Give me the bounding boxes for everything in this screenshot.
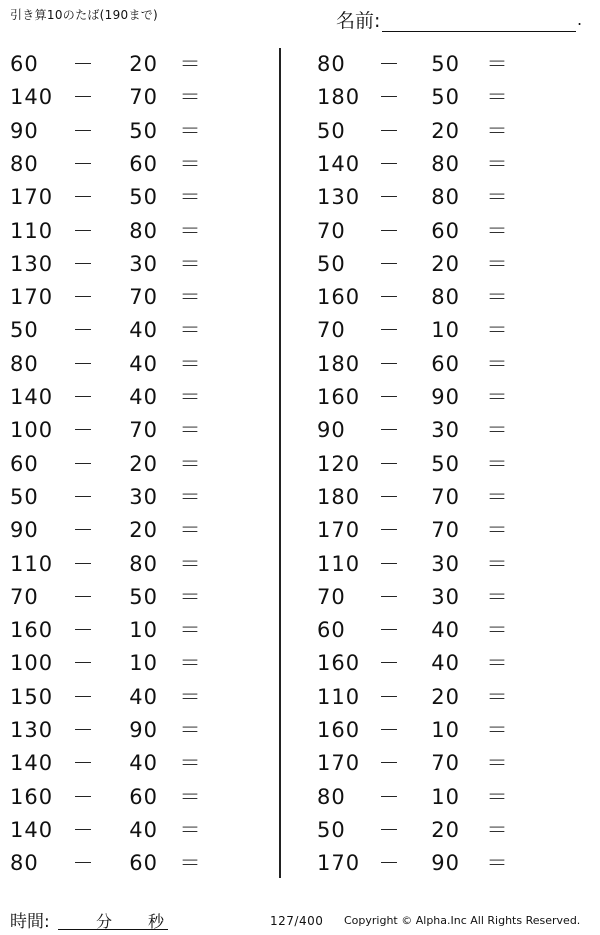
worksheet-title: 引き算10のたば(190まで) bbox=[10, 8, 159, 22]
problem-row bbox=[300, 847, 590, 880]
subtrahend: 90 bbox=[129, 718, 158, 742]
minus-sign: － bbox=[378, 618, 400, 643]
minuend: 130 bbox=[10, 251, 54, 276]
equals-sign: ＝ bbox=[486, 185, 508, 210]
subtrahend: 30 bbox=[431, 584, 460, 609]
minus-sign: － bbox=[378, 385, 400, 409]
minuend: 110 bbox=[10, 551, 54, 576]
equals-sign: ＝ bbox=[179, 85, 201, 110]
equals-sign: ＝ bbox=[486, 751, 508, 776]
equals-sign: ＝ bbox=[486, 118, 508, 143]
seconds-label: 秒 bbox=[148, 912, 165, 931]
subtrahend: 80 bbox=[431, 185, 460, 210]
equals-sign: ＝ bbox=[486, 784, 508, 809]
problem-row bbox=[300, 481, 590, 514]
subtrahend: 80 bbox=[129, 218, 158, 243]
minus-sign: － bbox=[72, 251, 94, 276]
minus-sign: － bbox=[378, 851, 400, 876]
problem-row bbox=[0, 847, 278, 880]
minuend: 70 bbox=[10, 584, 39, 609]
equals-sign: ＝ bbox=[486, 218, 508, 243]
problem-row bbox=[0, 448, 278, 481]
column-divider bbox=[279, 48, 281, 878]
problem-row bbox=[0, 581, 278, 614]
subtrahend: 80 bbox=[431, 151, 460, 176]
minus-sign: － bbox=[72, 285, 94, 310]
minuend: 180 bbox=[317, 351, 361, 376]
minutes-label: 分 bbox=[96, 912, 113, 931]
minus-sign: － bbox=[72, 584, 94, 609]
minuend: 170 bbox=[10, 185, 54, 210]
minus-sign: － bbox=[72, 418, 94, 443]
problem-row bbox=[300, 181, 590, 214]
minuend: 160 bbox=[317, 718, 361, 742]
minus-sign: － bbox=[378, 784, 400, 809]
equals-sign: ＝ bbox=[486, 651, 508, 676]
subtrahend: 20 bbox=[431, 251, 460, 276]
minuend: 110 bbox=[317, 551, 361, 576]
minus-sign: － bbox=[378, 684, 400, 709]
equals-sign: ＝ bbox=[179, 351, 201, 376]
problem-row bbox=[0, 81, 278, 114]
minus-sign: － bbox=[72, 684, 94, 709]
subtrahend: 50 bbox=[129, 118, 158, 143]
subtrahend: 40 bbox=[129, 351, 158, 376]
minuend: 160 bbox=[317, 385, 361, 409]
minus-sign: － bbox=[378, 218, 400, 243]
equals-sign: ＝ bbox=[179, 751, 201, 776]
subtrahend: 20 bbox=[129, 52, 158, 76]
subtrahend: 10 bbox=[431, 784, 460, 809]
problem-row bbox=[0, 348, 278, 381]
equals-sign: ＝ bbox=[486, 251, 508, 276]
minus-sign: － bbox=[378, 551, 400, 576]
problem-row bbox=[300, 414, 590, 447]
equals-sign: ＝ bbox=[486, 584, 508, 609]
minus-sign: － bbox=[378, 817, 400, 842]
problem-row bbox=[0, 381, 278, 414]
problem-row bbox=[300, 81, 590, 114]
name-underline[interactable] bbox=[382, 31, 576, 32]
subtrahend: 20 bbox=[129, 451, 158, 476]
equals-sign: ＝ bbox=[179, 518, 201, 543]
minuend: 140 bbox=[317, 151, 361, 176]
minuend: 60 bbox=[317, 618, 346, 643]
minus-sign: － bbox=[72, 151, 94, 176]
equals-sign: ＝ bbox=[486, 52, 508, 76]
equals-sign: ＝ bbox=[179, 151, 201, 176]
minus-sign: － bbox=[378, 418, 400, 443]
minus-sign: － bbox=[72, 784, 94, 809]
equals-sign: ＝ bbox=[486, 718, 508, 742]
equals-sign: ＝ bbox=[486, 418, 508, 443]
subtrahend: 40 bbox=[129, 684, 158, 709]
minuend: 90 bbox=[10, 118, 39, 143]
minuend: 70 bbox=[317, 584, 346, 609]
problem-row bbox=[0, 181, 278, 214]
problem-row bbox=[300, 381, 590, 414]
page-number: 127/400 bbox=[270, 914, 324, 928]
minuend: 80 bbox=[10, 151, 39, 176]
equals-sign: ＝ bbox=[179, 218, 201, 243]
subtrahend: 10 bbox=[431, 718, 460, 742]
subtrahend: 80 bbox=[129, 551, 158, 576]
problem-row bbox=[300, 448, 590, 481]
minus-sign: － bbox=[72, 817, 94, 842]
equals-sign: ＝ bbox=[179, 584, 201, 609]
subtrahend: 30 bbox=[431, 551, 460, 576]
minuend: 60 bbox=[10, 52, 39, 76]
right-problem-column bbox=[300, 48, 590, 882]
problem-row bbox=[300, 348, 590, 381]
subtrahend: 40 bbox=[129, 385, 158, 409]
minus-sign: － bbox=[72, 218, 94, 243]
minus-sign: － bbox=[378, 118, 400, 143]
problem-row bbox=[0, 681, 278, 714]
minuend: 110 bbox=[317, 684, 361, 709]
name-end-mark: . bbox=[577, 10, 583, 29]
minuend: 50 bbox=[317, 817, 346, 842]
minuend: 140 bbox=[10, 85, 54, 110]
minuend: 140 bbox=[10, 385, 54, 409]
problem-row bbox=[300, 115, 590, 148]
minus-sign: － bbox=[72, 451, 94, 476]
problem-row bbox=[300, 514, 590, 547]
minus-sign: － bbox=[378, 251, 400, 276]
subtrahend: 70 bbox=[431, 484, 460, 509]
equals-sign: ＝ bbox=[486, 85, 508, 110]
minuend: 110 bbox=[10, 218, 54, 243]
equals-sign: ＝ bbox=[486, 151, 508, 176]
subtrahend: 90 bbox=[431, 385, 460, 409]
name-field[interactable] bbox=[336, 6, 586, 32]
minus-sign: － bbox=[378, 52, 400, 76]
equals-sign: ＝ bbox=[486, 451, 508, 476]
problem-row bbox=[300, 48, 590, 81]
equals-sign: ＝ bbox=[179, 385, 201, 409]
subtrahend: 50 bbox=[129, 185, 158, 210]
minus-sign: － bbox=[72, 518, 94, 543]
subtrahend: 30 bbox=[431, 418, 460, 443]
problem-row bbox=[300, 314, 590, 347]
copyright-notice: Copyright © Alpha.Inc All Rights Reserved. bbox=[344, 914, 581, 927]
minus-sign: － bbox=[72, 318, 94, 343]
minus-sign: － bbox=[378, 285, 400, 310]
equals-sign: ＝ bbox=[179, 651, 201, 676]
subtrahend: 10 bbox=[129, 651, 158, 676]
problem-row bbox=[300, 781, 590, 814]
equals-sign: ＝ bbox=[486, 385, 508, 409]
problem-row bbox=[0, 614, 278, 647]
minus-sign: － bbox=[72, 551, 94, 576]
minuend: 160 bbox=[10, 784, 54, 809]
minuend: 180 bbox=[317, 85, 361, 110]
minuend: 170 bbox=[317, 851, 361, 876]
minuend: 80 bbox=[317, 784, 346, 809]
equals-sign: ＝ bbox=[179, 817, 201, 842]
problem-row bbox=[300, 248, 590, 281]
minus-sign: － bbox=[72, 52, 94, 76]
equals-sign: ＝ bbox=[179, 851, 201, 876]
minuend: 140 bbox=[10, 817, 54, 842]
minuend: 100 bbox=[10, 418, 54, 443]
problem-row bbox=[300, 647, 590, 680]
minus-sign: － bbox=[378, 518, 400, 543]
problem-row bbox=[300, 714, 590, 747]
subtrahend: 70 bbox=[129, 85, 158, 110]
subtrahend: 60 bbox=[129, 851, 158, 876]
subtrahend: 50 bbox=[129, 584, 158, 609]
problem-row bbox=[0, 281, 278, 314]
problem-row bbox=[0, 314, 278, 347]
minus-sign: － bbox=[72, 751, 94, 776]
subtrahend: 90 bbox=[431, 851, 460, 876]
equals-sign: ＝ bbox=[486, 351, 508, 376]
minus-sign: － bbox=[378, 484, 400, 509]
minus-sign: － bbox=[378, 318, 400, 343]
minuend: 180 bbox=[317, 484, 361, 509]
problem-row bbox=[300, 281, 590, 314]
problem-row bbox=[0, 814, 278, 847]
equals-sign: ＝ bbox=[179, 551, 201, 576]
minuend: 170 bbox=[10, 285, 54, 310]
minus-sign: － bbox=[378, 584, 400, 609]
problem-row bbox=[0, 747, 278, 780]
subtrahend: 20 bbox=[431, 817, 460, 842]
subtrahend: 10 bbox=[129, 618, 158, 643]
problem-row bbox=[300, 215, 590, 248]
minus-sign: － bbox=[378, 651, 400, 676]
subtrahend: 70 bbox=[129, 285, 158, 310]
subtrahend: 50 bbox=[431, 85, 460, 110]
minus-sign: － bbox=[72, 185, 94, 210]
subtrahend: 60 bbox=[431, 218, 460, 243]
minus-sign: － bbox=[378, 718, 400, 742]
equals-sign: ＝ bbox=[179, 451, 201, 476]
equals-sign: ＝ bbox=[486, 684, 508, 709]
minus-sign: － bbox=[72, 351, 94, 376]
equals-sign: ＝ bbox=[179, 118, 201, 143]
problem-row bbox=[300, 548, 590, 581]
minus-sign: － bbox=[378, 85, 400, 110]
subtrahend: 10 bbox=[431, 318, 460, 343]
minus-sign: － bbox=[72, 385, 94, 409]
subtrahend: 70 bbox=[431, 518, 460, 543]
left-problem-column bbox=[0, 48, 278, 882]
subtrahend: 70 bbox=[431, 751, 460, 776]
problem-row bbox=[0, 781, 278, 814]
minus-sign: － bbox=[72, 118, 94, 143]
subtrahend: 20 bbox=[431, 684, 460, 709]
minuend: 90 bbox=[10, 518, 39, 543]
minus-sign: － bbox=[72, 484, 94, 509]
equals-sign: ＝ bbox=[486, 817, 508, 842]
minuend: 100 bbox=[10, 651, 54, 676]
minuend: 50 bbox=[317, 251, 346, 276]
subtrahend: 40 bbox=[431, 651, 460, 676]
equals-sign: ＝ bbox=[179, 52, 201, 76]
minuend: 80 bbox=[10, 851, 39, 876]
subtrahend: 60 bbox=[129, 151, 158, 176]
minus-sign: － bbox=[378, 351, 400, 376]
minuend: 120 bbox=[317, 451, 361, 476]
problem-row bbox=[0, 148, 278, 181]
problem-row bbox=[300, 681, 590, 714]
problem-row bbox=[0, 548, 278, 581]
problem-row bbox=[0, 248, 278, 281]
equals-sign: ＝ bbox=[179, 618, 201, 643]
minuend: 50 bbox=[317, 118, 346, 143]
problem-row bbox=[300, 148, 590, 181]
time-label: 時間: bbox=[10, 912, 50, 932]
minuend: 50 bbox=[10, 484, 39, 509]
minuend: 170 bbox=[317, 751, 361, 776]
subtrahend: 40 bbox=[129, 751, 158, 776]
equals-sign: ＝ bbox=[486, 518, 508, 543]
subtrahend: 30 bbox=[129, 484, 158, 509]
subtrahend: 20 bbox=[431, 118, 460, 143]
problem-row bbox=[0, 481, 278, 514]
name-label: 名前: bbox=[336, 10, 381, 32]
minuend: 160 bbox=[10, 618, 54, 643]
minus-sign: － bbox=[378, 751, 400, 776]
subtrahend: 60 bbox=[129, 784, 158, 809]
problem-row bbox=[0, 647, 278, 680]
problem-row bbox=[0, 414, 278, 447]
equals-sign: ＝ bbox=[179, 285, 201, 310]
subtrahend: 30 bbox=[129, 251, 158, 276]
minuend: 80 bbox=[10, 351, 39, 376]
equals-sign: ＝ bbox=[486, 618, 508, 643]
problem-row bbox=[0, 48, 278, 81]
minus-sign: － bbox=[378, 451, 400, 476]
problem-row bbox=[300, 814, 590, 847]
problem-row bbox=[0, 115, 278, 148]
problem-row bbox=[300, 581, 590, 614]
minus-sign: － bbox=[72, 618, 94, 643]
subtrahend: 40 bbox=[129, 318, 158, 343]
minus-sign: － bbox=[378, 185, 400, 210]
minus-sign: － bbox=[72, 718, 94, 742]
minuend: 160 bbox=[317, 285, 361, 310]
subtrahend: 20 bbox=[129, 518, 158, 543]
minuend: 70 bbox=[317, 218, 346, 243]
minuend: 160 bbox=[317, 651, 361, 676]
equals-sign: ＝ bbox=[179, 185, 201, 210]
subtrahend: 40 bbox=[129, 817, 158, 842]
minuend: 140 bbox=[10, 751, 54, 776]
equals-sign: ＝ bbox=[179, 484, 201, 509]
problem-row bbox=[300, 614, 590, 647]
subtrahend: 60 bbox=[431, 351, 460, 376]
problem-row bbox=[0, 215, 278, 248]
equals-sign: ＝ bbox=[179, 251, 201, 276]
equals-sign: ＝ bbox=[486, 318, 508, 343]
equals-sign: ＝ bbox=[486, 484, 508, 509]
minuend: 80 bbox=[317, 52, 346, 76]
equals-sign: ＝ bbox=[179, 718, 201, 742]
equals-sign: ＝ bbox=[486, 851, 508, 876]
minus-sign: － bbox=[72, 85, 94, 110]
minuend: 70 bbox=[317, 318, 346, 343]
minuend: 130 bbox=[10, 718, 54, 742]
subtrahend: 40 bbox=[431, 618, 460, 643]
equals-sign: ＝ bbox=[179, 784, 201, 809]
minuend: 170 bbox=[317, 518, 361, 543]
minuend: 90 bbox=[317, 418, 346, 443]
minus-sign: － bbox=[378, 151, 400, 176]
footer bbox=[0, 905, 600, 935]
equals-sign: ＝ bbox=[179, 318, 201, 343]
minuend: 60 bbox=[10, 451, 39, 476]
subtrahend: 50 bbox=[431, 451, 460, 476]
minuend: 130 bbox=[317, 185, 361, 210]
problem-row bbox=[300, 747, 590, 780]
subtrahend: 80 bbox=[431, 285, 460, 310]
problem-row bbox=[0, 514, 278, 547]
equals-sign: ＝ bbox=[486, 551, 508, 576]
equals-sign: ＝ bbox=[179, 684, 201, 709]
minus-sign: － bbox=[72, 651, 94, 676]
problem-row bbox=[0, 714, 278, 747]
minus-sign: － bbox=[72, 851, 94, 876]
equals-sign: ＝ bbox=[179, 418, 201, 443]
subtrahend: 50 bbox=[431, 52, 460, 76]
equals-sign: ＝ bbox=[486, 285, 508, 310]
subtrahend: 70 bbox=[129, 418, 158, 443]
minuend: 150 bbox=[10, 684, 54, 709]
minuend: 50 bbox=[10, 318, 39, 343]
